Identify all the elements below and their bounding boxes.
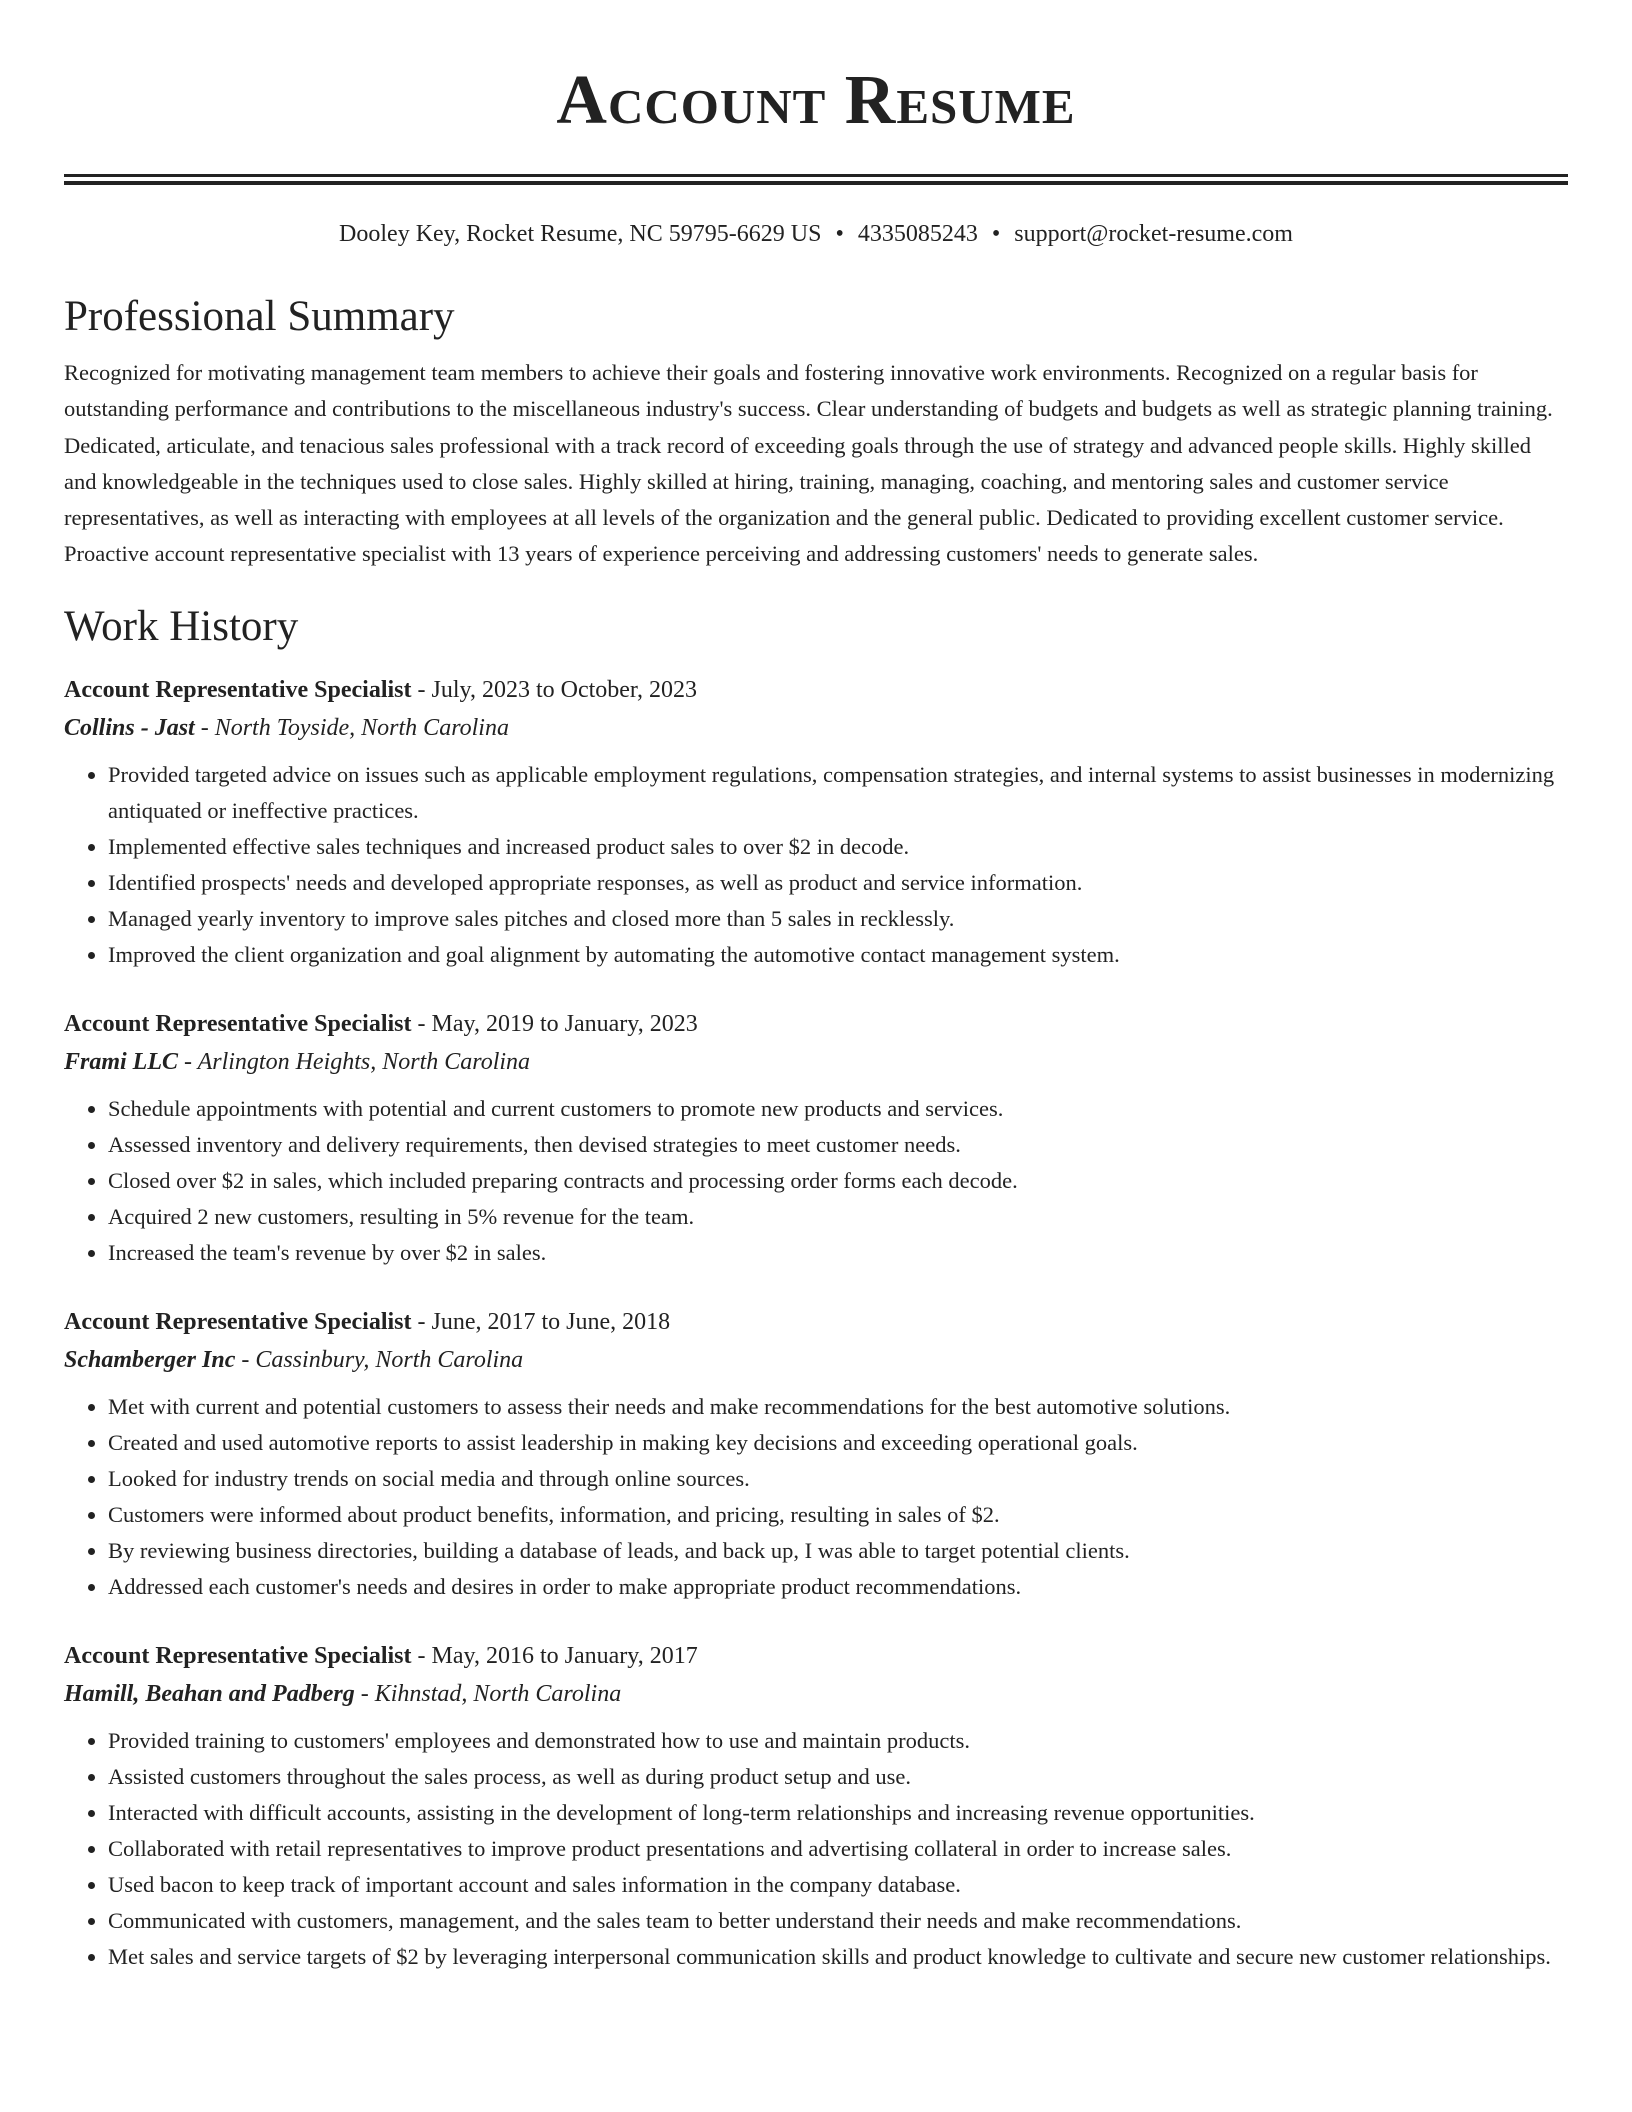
job-bullet: • Assessed inventory and delivery requirements, then devised strategies to meet customer needs. (108, 1127, 1568, 1163)
summary-text: Recognized for motivating management team members to achieve their goals and fostering innovative work environments. Recognized on a regular basis for outstanding performance and contributions to the miscellaneous industry's success. Clear understanding of budgets and budgets as well as strategic planning training. Dedicated, articulate, and tenacious sales professional with a track record of exceeding goals through the use of strategy and advanced people skills. Highly skilled and knowledgeable in the techniques used to close sales. Highly skilled at hiring, training, managing, coaching, and mentoring sales and customer service representatives, as well as interacting with employees at all levels of the organization and the general public. Dedicated to providing excellent customer service. Proactive account representative specialist with 13 years of experience perceiving and addressing customers' needs to generate sales. (64, 360, 1553, 567)
job-bullets (64, 1091, 1568, 1271)
job-bullet: • Schedule appointments with potential and current customers to promote new products and services. (108, 1091, 1568, 1127)
job-header (64, 671, 1568, 709)
job-bullet: • Customers were informed about product benefits, information, and pricing, resulting in sales of $2. (108, 1497, 1568, 1533)
contact-separator: • (991, 221, 1001, 247)
contact-phone: 4335085243 (857, 221, 978, 247)
job-bullet: • Implemented effective sales techniques and increased product sales to over $2 in decode. (108, 829, 1568, 865)
job-dates: - May, 2016 to January, 2017 (411, 1642, 698, 1669)
job-role: Account Representative Specialist (64, 676, 412, 703)
job-location: - Kihnstad, North Carolina (354, 1680, 622, 1707)
contact-separator: • (835, 221, 844, 247)
resume-title: Account Resume (556, 62, 1076, 139)
job-bullet: • Identified prospects' needs and developed appropriate responses, as well as product and service information. (108, 865, 1568, 901)
title-divider (64, 174, 1568, 185)
job-role: Account Representative Specialist (64, 1642, 412, 1669)
job-bullet: • Collaborated with retail representatives to improve product presentations and advertising collateral in order to increase sales. (108, 1831, 1568, 1867)
job-bullet: • Closed over $2 in sales, which included preparing contracts and processing order forms each decode. (108, 1163, 1568, 1199)
job-entry (64, 1637, 1568, 1975)
job-bullet: • Provided training to customers' employees and demonstrated how to use and maintain products. (108, 1723, 1568, 1759)
job-bullet: • Managed yearly inventory to improve sales pitches and closed more than 5 sales in recklessly. (108, 901, 1568, 937)
job-bullet: • Looked for industry trends on social media and through online sources. (108, 1461, 1568, 1497)
job-employer (64, 1341, 1568, 1379)
job-employer (64, 709, 1568, 747)
job-bullet: • Increased the team's revenue by over $2 in sales. (108, 1235, 1568, 1271)
job-bullets (64, 1389, 1568, 1605)
job-header (64, 1303, 1568, 1341)
job-dates: - May, 2019 to January, 2023 (411, 1010, 698, 1037)
job-dates: - June, 2017 to June, 2018 (411, 1308, 671, 1335)
job-employer (64, 1675, 1568, 1713)
job-bullet: • Used bacon to keep track of important account and sales information in the company database. (108, 1867, 1568, 1903)
job-company: Schamberger Inc (64, 1346, 236, 1373)
job-employer (64, 1043, 1568, 1081)
job-entry (64, 671, 1568, 973)
job-bullet: • Communicated with customers, management, and the sales team to better understand their needs and make recommendations. (108, 1903, 1568, 1939)
job-location: - Cassinbury, North Carolina (235, 1346, 524, 1373)
contact-line (64, 219, 1568, 249)
job-bullet: • Interacted with difficult accounts, assisting in the development of long-term relationships and increasing revenue opportunities. (108, 1795, 1568, 1831)
job-bullet: • Created and used automotive reports to assist leadership in making key decisions and exceeding operational goals. (108, 1425, 1568, 1461)
job-role: Account Representative Specialist (64, 1010, 412, 1037)
job-company: Hamill, Beahan and Padberg (64, 1680, 355, 1707)
job-header (64, 1637, 1568, 1675)
job-bullet: • Addressed each customer's needs and desires in order to make appropriate product recommendations. (108, 1569, 1568, 1605)
contact-address: Dooley Key, Rocket Resume, NC 59795-6629 US (339, 221, 822, 247)
work-history-heading: Work History (64, 602, 299, 650)
job-bullet: • Met with current and potential customers to assess their needs and make recommendations for the best automotive solutions. (108, 1389, 1568, 1425)
job-location: - Arlington Heights, North Carolina (178, 1048, 531, 1075)
job-bullet: • Provided targeted advice on issues such as applicable employment regulations, compensation strategies, and internal systems to assist businesses in modernizing antiquated or ineffective practices. (108, 757, 1568, 829)
job-entry (64, 1005, 1568, 1271)
job-location: - North Toyside, North Carolina (194, 714, 509, 741)
job-company: Collins - Jast (64, 714, 195, 741)
job-header (64, 1005, 1568, 1043)
job-bullets (64, 757, 1568, 973)
job-bullet: • By reviewing business directories, building a database of leads, and back up, I was able to target potential clients. (108, 1533, 1568, 1569)
jobs-list (64, 671, 1568, 1975)
summary-heading: Professional Summary (64, 293, 455, 340)
job-entry (64, 1303, 1568, 1605)
job-dates: - July, 2023 to October, 2023 (411, 676, 697, 703)
job-bullet: • Improved the client organization and goal alignment by automating the automotive contact management system. (108, 937, 1568, 973)
contact-email[interactable]: support@rocket-resume.com (1014, 221, 1293, 247)
job-company: Frami LLC (64, 1048, 179, 1075)
job-role: Account Representative Specialist (64, 1308, 412, 1335)
job-bullet: • Acquired 2 new customers, resulting in 5% revenue for the team. (108, 1199, 1568, 1235)
job-bullet: • Met sales and service targets of $2 by leveraging interpersonal communication skills and product knowledge to cultivate and secure new customer relationships. (108, 1939, 1568, 1975)
job-bullet: • Assisted customers throughout the sales process, as well as during product setup and use. (108, 1759, 1568, 1795)
job-bullets (64, 1723, 1568, 1975)
